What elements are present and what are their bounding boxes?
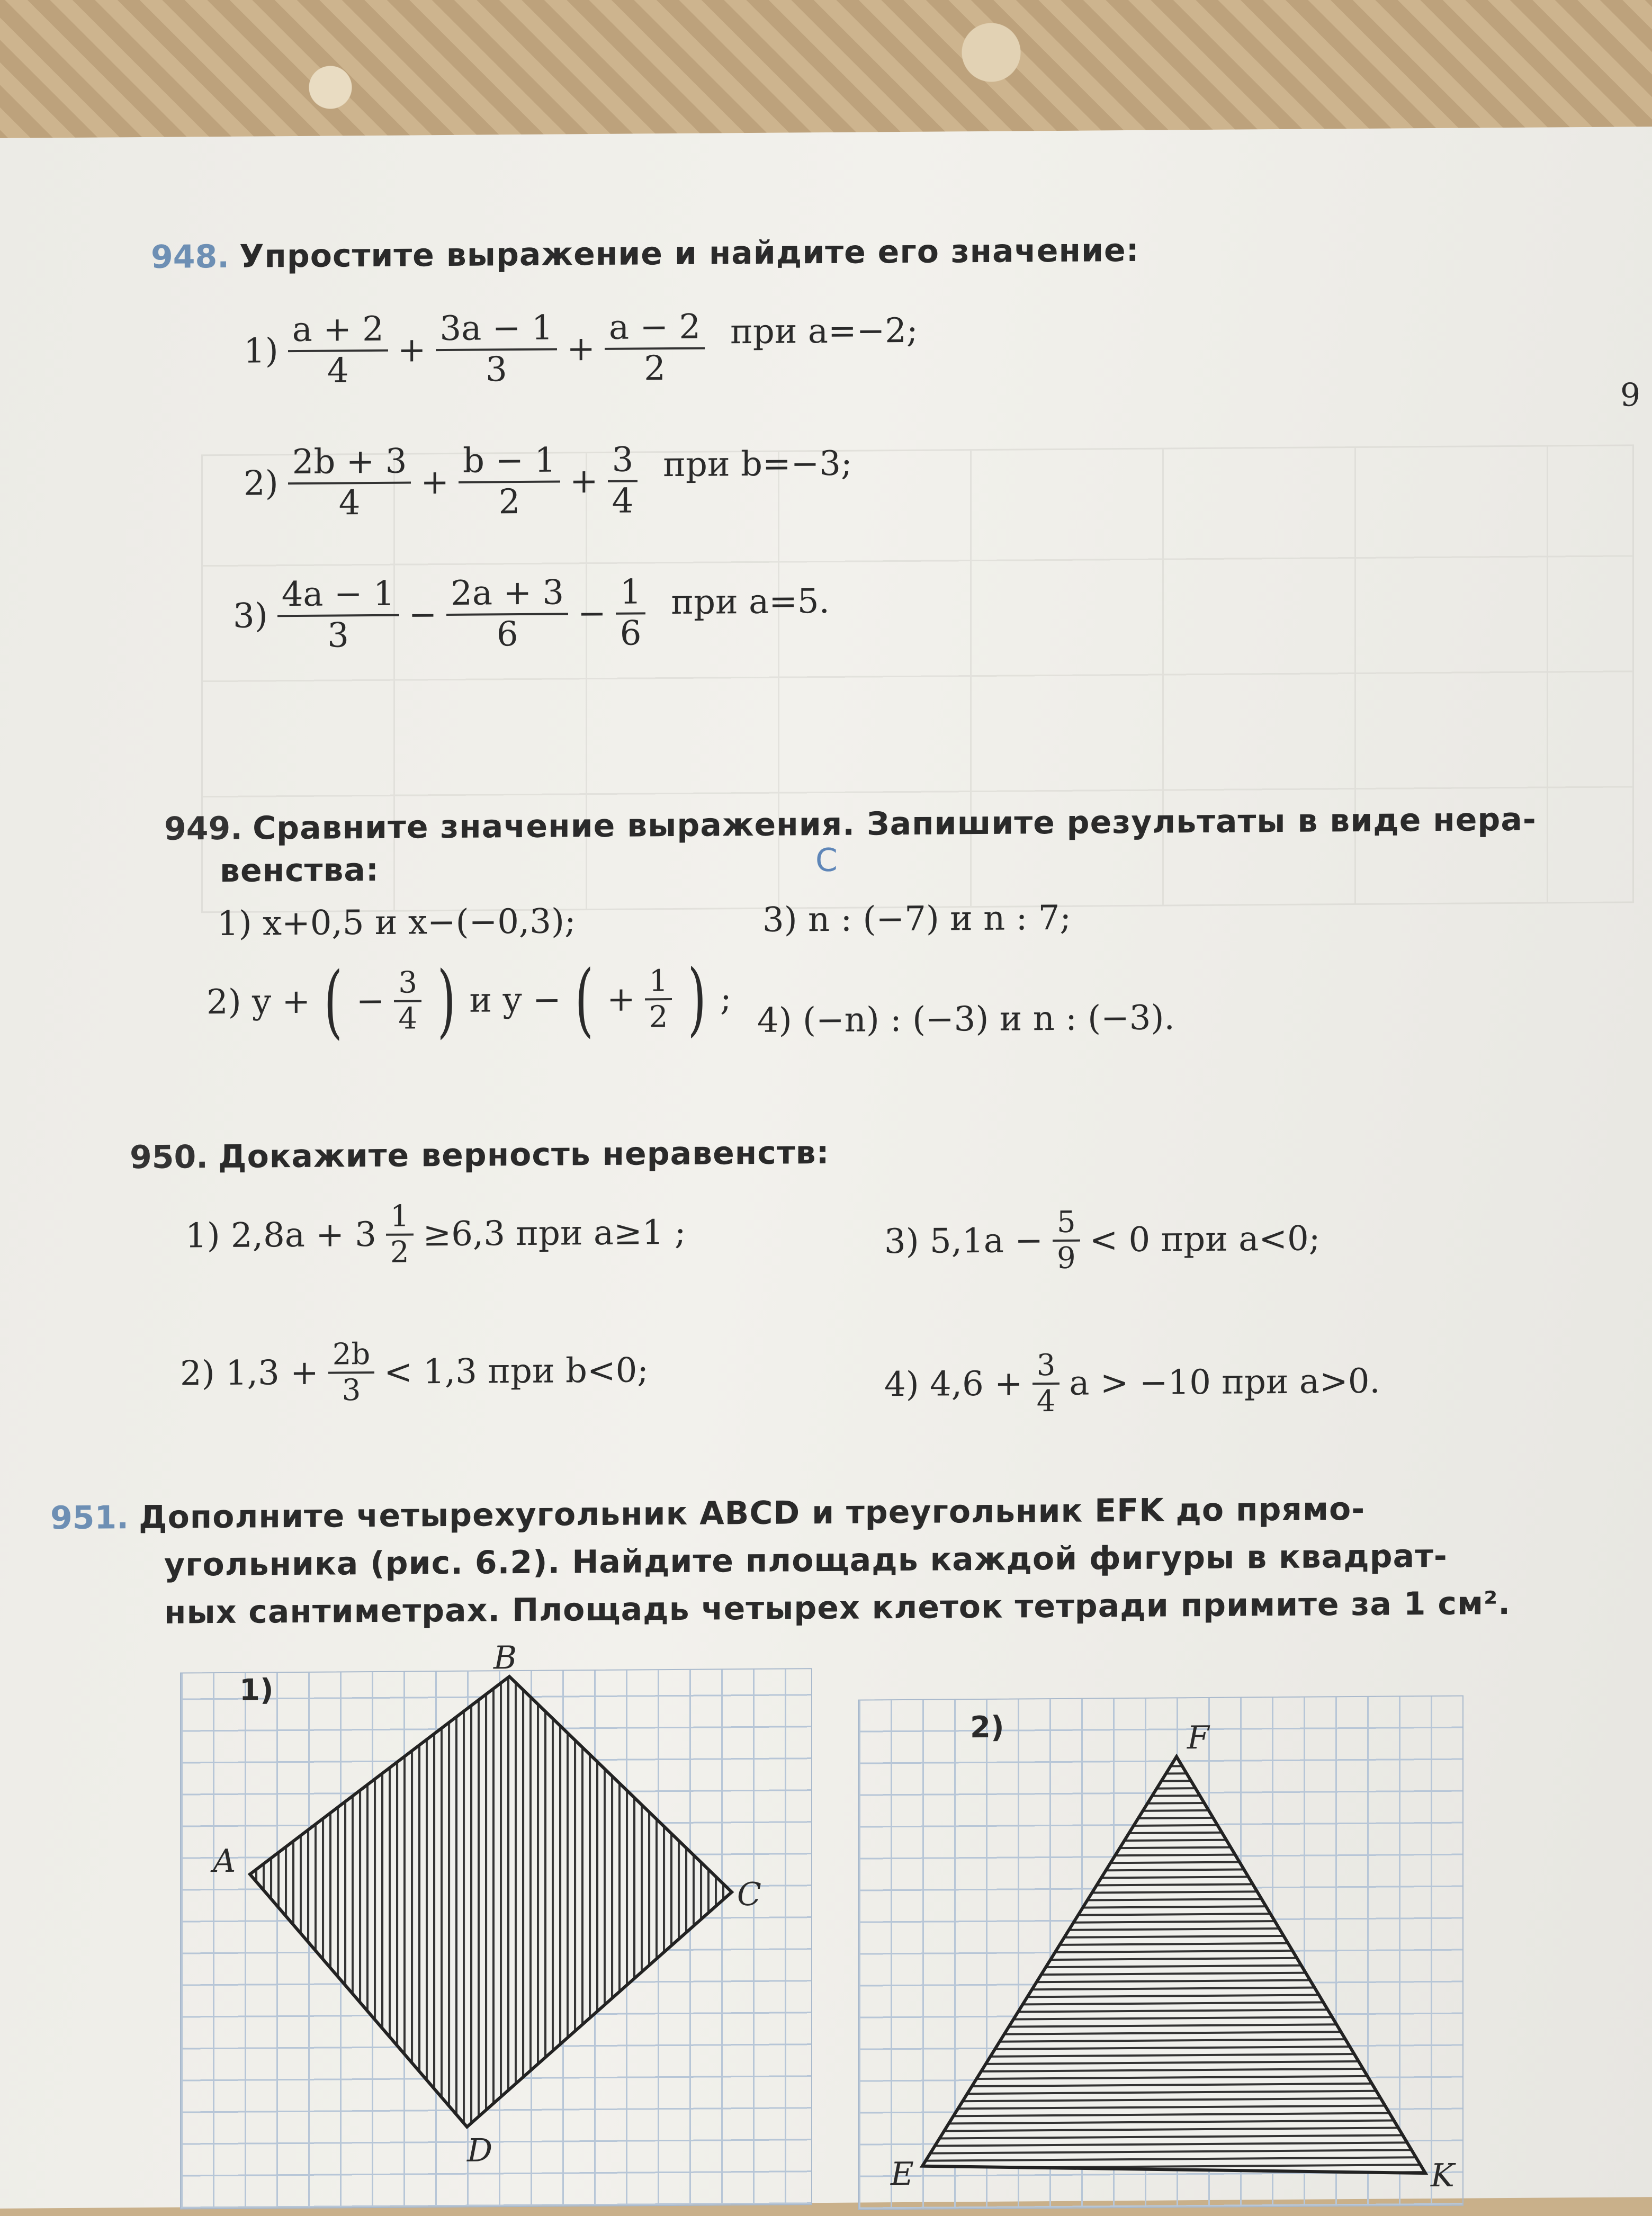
figure-2-number: 2) bbox=[970, 1710, 1004, 1745]
fraction: $\frac{2a + 3}{6}$ bbox=[446, 573, 568, 654]
vertex-k-label: K bbox=[1431, 2157, 1455, 2195]
task-950-title: Докажите верность неравенств: bbox=[218, 1134, 830, 1176]
task-951-line3: ных сантиметрах. Площадь четырех клеток тетради примите за 1 см². bbox=[164, 1584, 1511, 1631]
task-949-item-3: 3) n : (−7) и n : 7; bbox=[762, 898, 1071, 940]
right-paren: ) bbox=[437, 954, 456, 1047]
fraction: $\frac{a + 2}{4}$ bbox=[288, 310, 388, 391]
condition: при a=−2; bbox=[730, 311, 918, 352]
expr-text: < 1,3 при b<0; bbox=[384, 1351, 649, 1393]
operator: + bbox=[570, 461, 598, 501]
fraction: $\frac{2b}{3}$ bbox=[328, 1338, 374, 1408]
edge-page-digit: 9 bbox=[1620, 376, 1641, 414]
right-paren: ) bbox=[688, 953, 707, 1045]
fraction: $\frac{3}{4}$ bbox=[608, 441, 638, 521]
level-c-icon: C bbox=[815, 841, 838, 880]
sign: − bbox=[356, 981, 385, 1021]
figure-2-grid bbox=[858, 1695, 1464, 2210]
fraction: $\frac{3}{4}$ bbox=[1032, 1349, 1060, 1419]
task-948-item-2 bbox=[244, 439, 852, 524]
operator: − bbox=[578, 594, 606, 633]
figure-1-grid bbox=[180, 1639, 812, 2209]
task-950-item-3 bbox=[884, 1204, 1320, 1277]
fraction: $\frac{3a - 1}{3}$ bbox=[436, 309, 558, 390]
operator: + bbox=[567, 329, 596, 369]
sign: + bbox=[607, 980, 635, 1019]
task-950-number: 950. bbox=[130, 1138, 209, 1177]
textbook-page bbox=[0, 127, 1652, 2209]
fraction: $\frac{4a - 1}{3}$ bbox=[277, 575, 399, 656]
condition: при a=5. bbox=[671, 581, 830, 622]
expr-text: 3) 5,1a − bbox=[884, 1221, 1043, 1262]
fraction: $\frac{1}{2}$ bbox=[645, 964, 672, 1035]
triangle-efk bbox=[922, 1755, 1425, 2177]
expr-text: ; bbox=[720, 979, 732, 1019]
rhombus-abcd-svg bbox=[181, 1669, 811, 2208]
fraction: $\frac{1}{6}$ bbox=[616, 573, 646, 653]
task-949-item-2 bbox=[206, 953, 732, 1048]
task-949-item-4: 4) (−n) : (−3) и n : (−3). bbox=[757, 998, 1175, 1040]
expr-text: a > −10 при a>0. bbox=[1069, 1362, 1380, 1404]
fraction: $\frac{b - 1}{2}$ bbox=[459, 442, 560, 523]
task-948-item-1 bbox=[244, 307, 918, 391]
item-label: 2) bbox=[244, 463, 279, 504]
operator: + bbox=[397, 330, 426, 370]
task-950-item-4 bbox=[884, 1347, 1380, 1420]
left-paren: ( bbox=[324, 955, 343, 1048]
triangle-efk-svg bbox=[859, 1697, 1462, 2209]
vertex-a-label: A bbox=[213, 1842, 236, 1880]
rhombus-abcd bbox=[250, 1675, 732, 2128]
left-paren: ( bbox=[574, 954, 594, 1046]
expr-text: ≥6,3 при a≥1 ; bbox=[423, 1213, 686, 1254]
fraction: $\frac{2b + 3}{4}$ bbox=[288, 442, 411, 523]
fraction: $\frac{3}{4}$ bbox=[394, 966, 421, 1036]
expr-text: и y − bbox=[469, 980, 561, 1020]
fraction: $\frac{a - 2}{2}$ bbox=[605, 308, 705, 389]
operator: + bbox=[420, 462, 450, 502]
condition: при b=−3; bbox=[663, 444, 852, 485]
vertex-e-label: E bbox=[891, 2155, 914, 2193]
vertex-d-label: D bbox=[467, 2132, 493, 2169]
task-951-line2: угольника (рис. 6.2). Найдите площадь каждой фигуры в квадрат- bbox=[164, 1537, 1448, 1584]
task-949-title-line1: Сравните значение выражения. Запишите результаты в виде нера- bbox=[253, 801, 1537, 847]
task-950-item-1 bbox=[185, 1198, 686, 1271]
task-948-number: 948. bbox=[151, 238, 230, 276]
vertex-b-label: B bbox=[493, 1639, 517, 1677]
expr-text: 4) 4,6 + bbox=[884, 1364, 1023, 1405]
task-949-number: 949. bbox=[164, 810, 243, 848]
task-951-line1: Дополните четырехугольник ABCD и треугольник EFK до прямо- bbox=[139, 1490, 1366, 1537]
task-950-header bbox=[130, 1133, 830, 1178]
fraction: $\frac{1}{2}$ bbox=[386, 1199, 414, 1270]
task-950-item-2 bbox=[180, 1335, 649, 1409]
task-948-title: Упростите выражение и найдите его значение: bbox=[239, 231, 1139, 275]
task-948-header bbox=[151, 231, 1139, 277]
task-949-item-1: 1) x+0,5 и x−(−0,3); bbox=[217, 902, 576, 944]
item-label: 1) bbox=[244, 331, 279, 371]
task-948-item-3 bbox=[233, 572, 830, 656]
expr-text: < 0 при a<0; bbox=[1089, 1219, 1321, 1260]
task-949-title-line2: венства: bbox=[220, 851, 379, 890]
expr-text: 2) 1,3 + bbox=[180, 1353, 319, 1394]
expr-text: 2) y + bbox=[206, 982, 311, 1022]
vertex-f-label: F bbox=[1187, 1719, 1209, 1757]
task-951-header bbox=[50, 1490, 1365, 1538]
vertex-c-label: C bbox=[737, 1876, 761, 1914]
fraction: $\frac{5}{9}$ bbox=[1053, 1206, 1080, 1276]
item-label: 3) bbox=[233, 596, 268, 636]
operator: − bbox=[408, 595, 437, 635]
task-951-number: 951. bbox=[50, 1499, 129, 1537]
expr-text: 1) 2,8a + 3 bbox=[185, 1215, 376, 1256]
figure-1-number: 1) bbox=[239, 1673, 274, 1708]
